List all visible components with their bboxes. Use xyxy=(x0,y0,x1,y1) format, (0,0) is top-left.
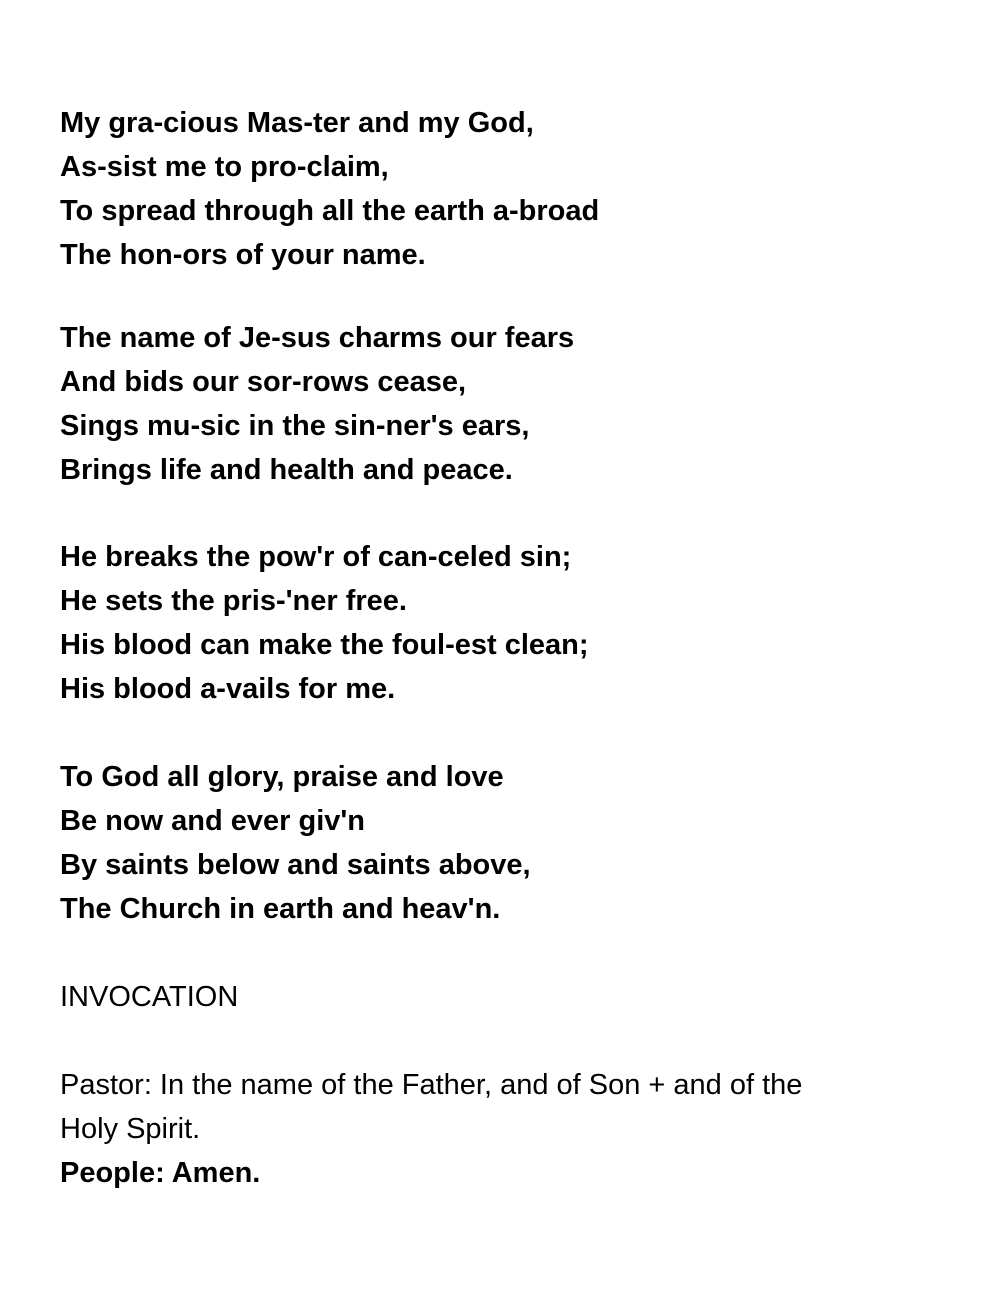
verse-line: The hon-ors of your name. xyxy=(60,239,426,271)
verse-line: To God all glory, praise and love xyxy=(60,761,504,793)
hymn-verse-4 xyxy=(60,755,531,931)
verse-line: My gra-cious Mas-ter and my God, xyxy=(60,107,534,139)
verse-line: By saints below and saints above, xyxy=(60,849,531,881)
verse-line: To spread through all the earth a-broad xyxy=(60,195,600,227)
verse-line: The name of Je-sus charms our fears xyxy=(60,322,575,354)
verse-line: The Church in earth and heav'n. xyxy=(60,893,501,925)
verse-line: Sings mu-sic in the sin-ner's ears, xyxy=(60,410,530,442)
invocation-heading: INVOCATION xyxy=(60,981,239,1013)
verse-line: His blood can make the foul-est clean; xyxy=(60,629,589,661)
verse-line: He breaks the pow'r of can-celed sin; xyxy=(60,541,572,573)
hymn-verse-2 xyxy=(60,316,574,492)
liturgy-dialogue xyxy=(60,1063,940,1195)
verse-line: Be now and ever giv'n xyxy=(60,805,366,837)
people-response: People: Amen. xyxy=(60,1157,261,1189)
verse-line: As-sist me to pro-claim, xyxy=(60,151,389,183)
verse-line: And bids our sor-rows cease, xyxy=(60,366,467,398)
pastor-line-continued: Holy Spirit. xyxy=(60,1113,201,1145)
hymn-verse-3 xyxy=(60,535,589,711)
pastor-line: Pastor: In the name of the Father, and of Son + and of the xyxy=(60,1069,803,1101)
verse-line: Brings life and health and peace. xyxy=(60,454,513,486)
verse-line: He sets the pris-'ner free. xyxy=(60,585,407,617)
verse-line: His blood a-vails for me. xyxy=(60,673,396,705)
hymn-verse-1 xyxy=(60,101,599,277)
